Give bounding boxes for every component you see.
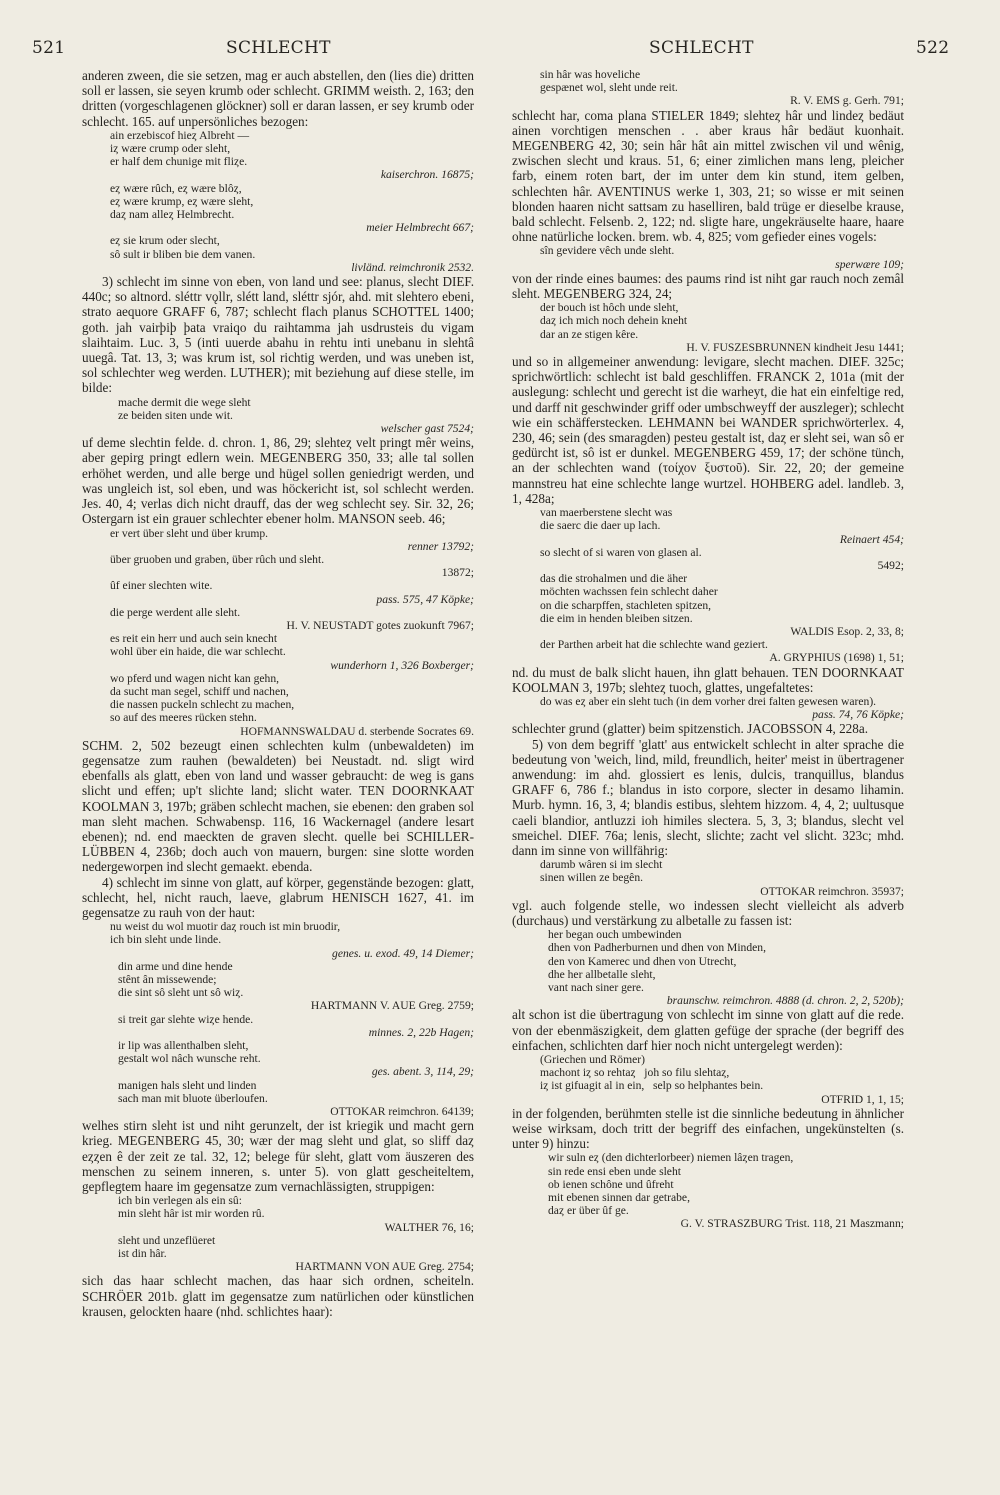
paragraph: schlecht har, coma plana STIELER 1849; slehteȥ hâr und lindeȥ bedäut ainen vorchtigen menschen . . aber kraus hâr bedäut kuonhait. MEGENBERG 42, 30; sein hâr hât ain mittel zwischen vil und wênig, zwischen slecht und kraus. 51, 6; einer zimlichen mans leng, pleicher farb, einem roten bart, der im unter dem kin stund, item gelben, schlechten hâr. AVENTINUS werke 1, 303, 21; so wisse er mit seinen blonden haaren nicht sattsam zu haselliren, bald trüge er dieselbe krause, bald schlecht. Felsenb. 2, 122; nd. sligte hare, ungekräuselte haare, haare ohne natürliche locken. brem. wb. 4, 825; vom gefieder eines vogels: bbox=[512, 107, 904, 245]
citation: WALDIS Esop. 2, 33, 8; bbox=[790, 624, 904, 638]
verse-quote: eȥ wære rûch, eȥ wære blôȥ, eȥ wære krump, eȥ wære sleht, daȥ nam alleȥ Helmbrecht. bbox=[110, 181, 254, 222]
verse-quote: mache dermit die wege sleht ze beiden siten unde wit. bbox=[118, 395, 251, 422]
verse-quote: ûf einer slechten wite. bbox=[110, 579, 213, 593]
citation: HOFMANNSWALDAU d. sterbende Socrates 69. bbox=[240, 724, 474, 738]
page-number-right: 522 bbox=[916, 38, 950, 58]
verse-quote: her began ouch umbewinden dhen von Padherburnen und dhen von Minden, den von Kamerec und dhen von Utrecht, dhe her allbetalle sleht, vant nach siner gere. bbox=[548, 928, 766, 994]
citation: kaiserchron. 16875; bbox=[380, 168, 474, 182]
paragraph: sich das haar schlecht machen, das haar sich ordnen, scheiteln. SCHRÖER 201b. glatt im gegensatze zum natürlichen oder künstlichen krausen, gelockten haare (nhd. schlichtes haar): bbox=[82, 1273, 474, 1319]
running-head-left: SCHLECHT bbox=[226, 38, 331, 58]
citation: OTTOKAR reimchron. 64139; bbox=[330, 1105, 474, 1119]
paragraph: vgl. auch folgende stelle, wo indessen slecht vielleicht als adverb (durchaus) und verstärkung zu albetalle zu fassen ist: bbox=[512, 897, 904, 928]
verse-quote: so slecht of si waren von glasen al. bbox=[540, 545, 702, 559]
verse-quote: der bouch ist hôch unde sleht, daȥ ich mich noch dehein kneht dar an ze stigen kêre. bbox=[540, 301, 688, 341]
citation: pass. 575, 47 Köpke; bbox=[376, 592, 474, 606]
citation: 13872; bbox=[441, 566, 474, 580]
verse-quote: si treit gar slehte wiȥe hende. bbox=[118, 1012, 254, 1026]
citation: OTTOKAR reimchron. 35937; bbox=[760, 884, 904, 898]
citation: sperwære 109; bbox=[835, 257, 904, 271]
paragraph: schlechter grund (glatter) beim spitzenstich. JACOBSSON 4, 228a. bbox=[512, 721, 868, 737]
verse-quote: ir lip was allenthalben sleht, gestalt wol nâch wunsche reht. bbox=[118, 1039, 261, 1066]
paragraph: nd. du must de balk slicht hauen, ihn glatt behauen. TEN DOORNKAAT KOOLMAN 3, 197b; slehteȥ tuoch, glattes, ungefaltetes: bbox=[512, 664, 904, 695]
citation: HARTMANN VON AUE Greg. 2754; bbox=[295, 1260, 474, 1274]
paragraph: uf deme slechtin felde. d. chron. 1, 86, 29; slehteȥ velt pringt mêr weins, aber gepirg pringt edlern wein. MEGENBERG 350, 33; alle tal sollen erhöhet werden, und alle berge und hügel sollen geniedrigt werden, und was ungleich ist, sol eben, und was höckericht ist, sol schlecht werden. Jes. 40, 4; verlas dich nicht drauff, das der weg schlecht sey. Sir. 32, 26; Ostergarn ist ein grauer schlechter ebener holm. MANSON seeb. 46; bbox=[82, 435, 474, 527]
citation: renner 13792; bbox=[407, 539, 474, 553]
verse-quote: din arme und dine hende stênt ân missewende; die sint sô sleht unt sô wiȥ. bbox=[118, 959, 244, 1000]
citation: braunschw. reimchron. 4888 (d. chron. 2, 2, 520b); bbox=[666, 994, 904, 1008]
verse-quote: sin hâr was hoveliche gespænet wol, sleht unde reit. bbox=[540, 68, 678, 95]
citation: OTFRID 1, 1, 15; bbox=[821, 1092, 904, 1106]
verse-quote: wo pferd und wagen nicht kan gehn, da sucht man segel, schiff und nachen, die nassen puckeln schlecht zu machen, so auf des meeres rücken stehn. bbox=[110, 671, 295, 725]
paragraph: 3) schlecht im sinne von eben, von land und see: planus, slecht DIEF. 440c; so altnord. sléttr vǫllr, slétt land, sléttr sjór, ahd. mit slehtero ebeni, strato aequore GRAFF 6, 787; schlecht flach planus SCHOTTEL 1400; goth. jah vairþiþ þata vraiqo du raihtamma jah usdrusteis du vigam slaihtaim. Luc. 3, 5 (inti uuerde abahu in rehtu inti unebanu in slehtâ uuegâ. Tat. 13, 3; was krum ist, sol richtig werden, und was uneben ist, sol schlechter weg werden. LUTHER); mit beziehung auf diese stelle, im bilde: bbox=[82, 274, 474, 396]
paragraph: von der rinde eines baumes: des paums rind ist niht gar rauch noch zemâl sleht. MEGENBERG 324, 24; bbox=[512, 270, 904, 302]
citation: meier Helmbrecht 667; bbox=[366, 221, 474, 235]
paragraph: und so in allgemeiner anwendung: levigare, slecht machen. DIEF. 325c; sprichwörtlich: schlecht ist bald geschliffen. FRANCK 2, 101a (mit der auslegung: schlecht und gerecht ist die warheyt, die hat ein einfeltige red, und darff nit geschwinder griff oder umbschweyff der auszleger); schlecht wie ein schäfferstecken. LEHMANN bei WANDER sprichwörterlex. 4, 230, 46; sein (des smaragden) pesteu gestalt ist, daȥ er sleht sei, wan sô er gedürcht ist, sô ist er dunkel. MEGENBERG 459, 17; der schöne tünch, an der schlechten wand (τοίχον ξυστοῦ). Sir. 22, 20; der gemeine mannstreu hat eine schlechte lange wurtzel. HOHBERG adel. landleb. 3, 1, 428a; bbox=[512, 354, 904, 506]
citation: wunderhorn 1, 326 Boxberger; bbox=[330, 658, 474, 672]
verse-quote: ich bin verlegen als ein sû: min sleht hâr ist mir worden rû. bbox=[118, 1194, 265, 1221]
citation: minnes. 2, 22b Hagen; bbox=[368, 1025, 474, 1039]
running-head-right: SCHLECHT bbox=[649, 38, 754, 58]
verse-quote: das die strohalmen und die äher möchten wachssen fein schlecht daher on die scharpffen, stachleten spitzen, die eim in henden bleiben sitzen. bbox=[540, 572, 718, 625]
citation: A. GRYPHIUS (1698) 1, 51; bbox=[769, 651, 904, 665]
paragraph: 4) schlecht im sinne von glatt, auf körper, gegenstände bezogen: glatt, schlecht, hel, nicht rauch, laeve, glabrum HENISCH 1627, 41. im gegensatze zu rauh von der haut: bbox=[82, 874, 474, 920]
page-number-left: 521 bbox=[32, 38, 66, 58]
citation: WALTHER 76, 16; bbox=[384, 1220, 474, 1234]
verse-quote: darumb wâren si im slecht sinen willen ze begên. bbox=[540, 858, 663, 885]
verse-quote: über gruoben und graben, über rûch und sleht. bbox=[110, 552, 325, 566]
citation: H. V. NEUSTADT gotes zuokunft 7967; bbox=[286, 618, 474, 632]
citation: welscher gast 7524; bbox=[380, 422, 474, 436]
citation: HARTMANN V. AUE Greg. 2759; bbox=[310, 999, 474, 1013]
paragraph: SCHM. 2, 502 bezeugt einen schlechten kulm (unbewaldeten) im gegensatze zum rauhen (bewaldeten) bei Neustadt. nd. sligt wird ebenfalls als glatt, eben von land und wasser gebraucht: de weg is gans slicht und effen; up't slichte land; slicht water. TEN DOORNKAAT KOOLMAN 3, 197b; gräben schlecht machen, sie ebenen: den graben sol man sleht machen. Schwabensp. 116, 16 Wackernagel (andere lesart ebenen); nd. end maeckten de graven slecht. quelle bei SCHILLER-LÜBBEN 4, 236b; doch auch von mauern, burgen: sine slotte worden nedergeworpen ind slecht gemaekt. ebenda. bbox=[82, 737, 474, 875]
right-column bbox=[512, 68, 904, 1448]
verse-quote: er vert über sleht und über krump. bbox=[110, 526, 269, 540]
verse-quote: der Parthen arbeit hat die schlechte wand geziert. bbox=[540, 638, 768, 652]
verse-quote: die perge werdent alle sleht. bbox=[110, 605, 241, 619]
citation: H. V. FUSZESBRUNNEN kindheit Jesu 1441; bbox=[686, 340, 904, 354]
paragraph: 5) von dem begriff 'glatt' aus entwickelt schlecht in alter sprache die bedeutung von 'weich, lind, mild, freundlich, heiter' meist in übertragener anwendung: im ahd. glossiert es lenis, dulcis, tranquillus, blandus GRAFF 6, 786 f.; blandus in isto corpore, slecter in desamo lihamin. Murb. hymn. 16, 3, 4; blandis estibus, slehtem hizzom. 4, 4, 2; uultusque caeli blandior, antluzzi ioh himiles slectera. 5, 3, 3; blandus, slecht vel smeichel. DIEF. 76a; lenis, slecht, slichte; zacht vel slicht. 323c; mhd. dann im sinne von willfährig: bbox=[512, 736, 904, 858]
verse-quote: wir suln eȥ (den dichterlorbeer) niemen lâȥen tragen, sin rede ensi eben unde sleht ob ienen schône und ûfreht mit ebenen sinnen dar getrabe, daȥ er über ûf ge. bbox=[548, 1151, 794, 1218]
verse-quote: (Griechen und Römer) machont iȥ so rehtaȥ joh so filu slehtaȥ, iȥ ist gifuagit al in ein, selp so helphantes bein. bbox=[540, 1053, 764, 1093]
verse-quote: es reit ein herr und auch sein knecht wohl über ein haide, die war schlecht. bbox=[110, 632, 286, 659]
citation: Reinaert 454; bbox=[839, 532, 904, 546]
citation: R. V. EMS g. Gerh. 791; bbox=[790, 94, 904, 108]
paragraph: anderen zween, die sie setzen, mag er auch abstellen, den (lies die) dritten soll er lassen, sie seyen krumb oder schlecht. GRIMM weisth. 2, 163; den dritten (vorgeschlagenen glöckner) soll er daran lassen, er sey krumb oder schlecht. 165. auf unpersönliches bezogen: bbox=[82, 68, 474, 129]
citation: pass. 74, 76 Köpke; bbox=[812, 708, 904, 722]
citation: genes. u. exod. 49, 14 Diemer; bbox=[332, 946, 474, 960]
left-column bbox=[82, 68, 474, 1448]
verse-quote: nu weist du wol muotir daȥ rouch ist min bruodir, ich bin sleht unde linde. bbox=[110, 920, 341, 947]
verse-quote: sîn gevidere vêch unde sleht. bbox=[540, 244, 675, 258]
citation: livländ. reimchronik 2532. bbox=[351, 260, 474, 274]
paragraph: in der folgenden, berühmten stelle ist die sinnliche bedeutung in ähnlicher weise wirksam, doch tritt der begriff des einfachen, ungekünstelten (s. unter 9) hinzu: bbox=[512, 1105, 904, 1152]
verse-quote: do was eȥ aber ein sleht tuch (in dem vorher drei falten gewesen waren). bbox=[540, 694, 877, 708]
verse-quote: manigen hals sleht und linden sach man mit bluote überloufen. bbox=[118, 1078, 268, 1105]
citation: 5492; bbox=[877, 558, 904, 572]
paragraph: welhes stirn sleht ist und niht gerunzelt, der ist kriegik und macht gern krieg. MEGENBERG 45, 30; wær der mag sleht und glat, so sliff daȥ eȥȥen ê der zeit ze tal. 32, 12; belege für sleht, glatt vom äuszeren des menschen zu seinem inneren, s. unter 5). von glatt gescheiteltem, gepflegtem haare im gegensatze zum vernachlässigten, struppigen: bbox=[82, 1118, 474, 1195]
citation: G. V. STRASZBURG Trist. 118, 21 Maszmann; bbox=[680, 1217, 904, 1231]
verse-quote: eȥ sie krum oder slecht, sô sult ir bliben bie dem vanen. bbox=[110, 234, 256, 261]
citation: ges. abent. 3, 114, 29; bbox=[371, 1065, 474, 1079]
paragraph: alt schon ist die übertragung von schlecht im sinne von glatt auf die rede. von der ebenmäszigkeit, dem glatten gefüge der sprache (der begriff des einfachen, schlichten darf hier noch nicht untergelegt werden): bbox=[512, 1007, 904, 1053]
verse-quote: van maerberstene slecht was die saerc die daer up lach. bbox=[540, 506, 673, 533]
verse-quote: ain erzebiscof hieȥ Albreht — iȥ wære crump oder sleht, er half dem chunige mit fliȥe. bbox=[110, 128, 250, 169]
verse-quote: sleht und unzeflüeret ist din hâr. bbox=[118, 1233, 216, 1261]
